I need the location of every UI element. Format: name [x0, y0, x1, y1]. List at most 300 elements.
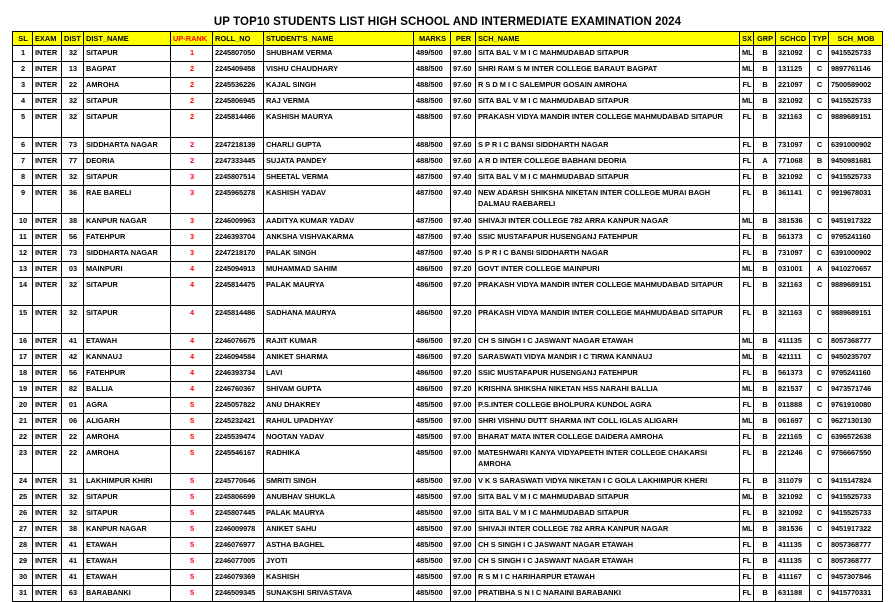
cell-per: 97.00	[451, 398, 476, 414]
cell-student-name: ANUBHAV SHUKLA	[264, 490, 414, 506]
cell-dist-name: SITAPUR	[84, 170, 171, 186]
cell-grp: B	[754, 522, 776, 538]
cell-grp: B	[754, 170, 776, 186]
cell-roll-no: 2247333445	[213, 154, 264, 170]
cell-exam: INTER	[33, 94, 62, 110]
cell-sch-mob: 9761910080	[829, 398, 883, 414]
cell-up-rank: 4	[171, 350, 213, 366]
cell-dist: 42	[62, 350, 84, 366]
cell-dist-name: ALIGARH	[84, 414, 171, 430]
cell-per: 97.00	[451, 570, 476, 586]
cell-schcd: 321092	[776, 46, 810, 62]
cell-typ: C	[810, 170, 829, 186]
cell-roll-no: 2246509345	[213, 586, 264, 602]
cell-sch-mob: 9473571746	[829, 382, 883, 398]
cell-roll-no: 2245814466	[213, 110, 264, 138]
table-row	[13, 538, 883, 554]
cell-sx: FL	[740, 154, 754, 170]
cell-dist-name: DEORIA	[84, 154, 171, 170]
cell-dist: 73	[62, 138, 84, 154]
cell-student-name: RAJ VERMA	[264, 94, 414, 110]
cell-sl: 26	[13, 506, 33, 522]
cell-schcd: 821537	[776, 382, 810, 398]
cell-student-name: SUJATA PANDEY	[264, 154, 414, 170]
cell-dist-name: SITAPUR	[84, 46, 171, 62]
cell-typ: C	[810, 490, 829, 506]
cell-schcd: 421111	[776, 350, 810, 366]
cell-student-name: MUHAMMAD SAHIM	[264, 262, 414, 278]
cell-marks: 486/500	[414, 306, 451, 334]
cell-sch-mob: 9889689151	[829, 110, 883, 138]
header-grp: GRP	[754, 32, 776, 46]
cell-sl: 8	[13, 170, 33, 186]
cell-typ: C	[810, 214, 829, 230]
cell-sx: ML	[740, 350, 754, 366]
cell-student-name: ANIKET SHARMA	[264, 350, 414, 366]
cell-up-rank: 4	[171, 306, 213, 334]
cell-dist: 06	[62, 414, 84, 430]
cell-marks: 488/500	[414, 78, 451, 94]
cell-sx: FL	[740, 398, 754, 414]
cell-grp: B	[754, 186, 776, 214]
cell-exam: INTER	[33, 414, 62, 430]
cell-typ: C	[810, 186, 829, 214]
cell-sch-mob: 9889689151	[829, 278, 883, 306]
header-sx: SX	[740, 32, 754, 46]
cell-exam: INTER	[33, 110, 62, 138]
cell-per: 97.60	[451, 154, 476, 170]
cell-student-name: SHUBHAM VERMA	[264, 46, 414, 62]
cell-dist: 41	[62, 334, 84, 350]
header-exam: EXAM	[33, 32, 62, 46]
cell-grp: B	[754, 306, 776, 334]
cell-dist-name: SIDDHARTA NAGAR	[84, 138, 171, 154]
cell-per: 97.20	[451, 262, 476, 278]
table-row	[13, 306, 883, 334]
cell-dist: 32	[62, 306, 84, 334]
cell-sch-name: NEW ADARSH SHIKSHA NIKETAN INTER COLLEGE MURAI BAGH DALMAU RAEBARELI	[476, 186, 740, 214]
cell-dist: 82	[62, 382, 84, 398]
cell-sl: 23	[13, 446, 33, 474]
cell-marks: 488/500	[414, 138, 451, 154]
cell-student-name: RAHUL UPADHYAY	[264, 414, 414, 430]
cell-sx: FL	[740, 230, 754, 246]
cell-grp: A	[754, 154, 776, 170]
cell-sch-name: CH S SINGH I C JASWANT NAGAR ETAWAH	[476, 554, 740, 570]
cell-sl: 2	[13, 62, 33, 78]
table-row	[13, 446, 883, 474]
cell-student-name: VISHU CHAUDHARY	[264, 62, 414, 78]
cell-sch-mob: 9919678031	[829, 186, 883, 214]
cell-grp: B	[754, 490, 776, 506]
cell-sx: FL	[740, 246, 754, 262]
cell-student-name: JYOTI	[264, 554, 414, 570]
cell-per: 97.60	[451, 94, 476, 110]
cell-dist: 32	[62, 278, 84, 306]
cell-sl: 28	[13, 538, 33, 554]
cell-marks: 485/500	[414, 538, 451, 554]
cell-grp: B	[754, 586, 776, 602]
cell-roll-no: 2245814486	[213, 306, 264, 334]
cell-student-name: SHEETAL VERMA	[264, 170, 414, 186]
cell-sch-mob: 9415525733	[829, 506, 883, 522]
header-up-rank: UP-RANK	[171, 32, 213, 46]
cell-grp: B	[754, 570, 776, 586]
cell-sch-name: A R D INTER COLLEGE BABHANI DEORIA	[476, 154, 740, 170]
cell-marks: 487/500	[414, 170, 451, 186]
cell-marks: 488/500	[414, 110, 451, 138]
cell-roll-no: 2245807050	[213, 46, 264, 62]
cell-sch-name: PRAKASH VIDYA MANDIR INTER COLLEGE MAHMUDABAD SITAPUR	[476, 306, 740, 334]
cell-per: 97.00	[451, 522, 476, 538]
cell-roll-no: 2245807514	[213, 170, 264, 186]
cell-exam: INTER	[33, 554, 62, 570]
cell-sx: FL	[740, 586, 754, 602]
cell-roll-no: 2246079369	[213, 570, 264, 586]
cell-dist: 32	[62, 170, 84, 186]
cell-per: 97.00	[451, 446, 476, 474]
cell-marks: 485/500	[414, 446, 451, 474]
cell-typ: C	[810, 414, 829, 430]
cell-marks: 489/500	[414, 46, 451, 62]
cell-sx: ML	[740, 214, 754, 230]
cell-per: 97.00	[451, 506, 476, 522]
cell-sch-mob: 6391000902	[829, 246, 883, 262]
cell-marks: 485/500	[414, 430, 451, 446]
cell-up-rank: 5	[171, 490, 213, 506]
cell-sx: ML	[740, 334, 754, 350]
cell-schcd: 321163	[776, 278, 810, 306]
cell-sch-mob: 9450981681	[829, 154, 883, 170]
table-row	[13, 230, 883, 246]
table-row	[13, 570, 883, 586]
cell-per: 97.00	[451, 586, 476, 602]
cell-exam: INTER	[33, 382, 62, 398]
cell-sl: 12	[13, 246, 33, 262]
cell-sl: 29	[13, 554, 33, 570]
cell-sx: ML	[740, 62, 754, 78]
cell-dist-name: AGRA	[84, 398, 171, 414]
cell-sl: 5	[13, 110, 33, 138]
cell-exam: INTER	[33, 430, 62, 446]
cell-typ: C	[810, 78, 829, 94]
cell-exam: INTER	[33, 570, 62, 586]
table-row	[13, 334, 883, 350]
cell-sx: ML	[740, 490, 754, 506]
cell-exam: INTER	[33, 230, 62, 246]
cell-schcd: 131125	[776, 62, 810, 78]
cell-dist-name: RAE BARELI	[84, 186, 171, 214]
cell-sx: FL	[740, 570, 754, 586]
cell-roll-no: 2245409458	[213, 62, 264, 78]
cell-exam: INTER	[33, 474, 62, 490]
cell-roll-no: 2245806699	[213, 490, 264, 506]
cell-schcd: 031001	[776, 262, 810, 278]
cell-roll-no: 2246009963	[213, 214, 264, 230]
cell-grp: B	[754, 430, 776, 446]
cell-sch-mob: 8057368777	[829, 554, 883, 570]
cell-sl: 16	[13, 334, 33, 350]
cell-sch-mob: 6396572638	[829, 430, 883, 446]
cell-student-name: RAJIT KUMAR	[264, 334, 414, 350]
cell-typ: C	[810, 246, 829, 262]
table-row	[13, 46, 883, 62]
cell-schcd: 061697	[776, 414, 810, 430]
cell-dist: 73	[62, 246, 84, 262]
cell-exam: INTER	[33, 398, 62, 414]
table-row	[13, 278, 883, 306]
cell-roll-no: 2246076675	[213, 334, 264, 350]
cell-up-rank: 2	[171, 154, 213, 170]
cell-typ: C	[810, 334, 829, 350]
cell-per: 97.00	[451, 538, 476, 554]
cell-marks: 486/500	[414, 334, 451, 350]
cell-marks: 487/500	[414, 186, 451, 214]
cell-marks: 485/500	[414, 490, 451, 506]
cell-student-name: SMRITI SINGH	[264, 474, 414, 490]
cell-up-rank: 3	[171, 230, 213, 246]
cell-sch-mob: 9415147824	[829, 474, 883, 490]
cell-schcd: 321092	[776, 506, 810, 522]
cell-schcd: 731097	[776, 246, 810, 262]
cell-student-name: ANKSHA VISHVAKARMA	[264, 230, 414, 246]
cell-student-name: KAJAL SINGH	[264, 78, 414, 94]
cell-per: 97.00	[451, 490, 476, 506]
cell-roll-no: 2246393734	[213, 366, 264, 382]
cell-marks: 488/500	[414, 94, 451, 110]
cell-typ: C	[810, 94, 829, 110]
cell-schcd: 221165	[776, 430, 810, 446]
cell-sch-name: V K S SARASWATI VIDYA NIKETAN I C GOLA LAKHIMPUR KHERI	[476, 474, 740, 490]
cell-typ: C	[810, 278, 829, 306]
cell-sx: FL	[740, 506, 754, 522]
table-row	[13, 110, 883, 138]
cell-dist-name: SITAPUR	[84, 490, 171, 506]
cell-dist: 41	[62, 570, 84, 586]
cell-up-rank: 2	[171, 62, 213, 78]
cell-exam: INTER	[33, 522, 62, 538]
cell-per: 97.40	[451, 214, 476, 230]
cell-dist: 63	[62, 586, 84, 602]
cell-dist-name: SITAPUR	[84, 110, 171, 138]
cell-marks: 485/500	[414, 506, 451, 522]
table-row	[13, 262, 883, 278]
cell-dist: 31	[62, 474, 84, 490]
cell-exam: INTER	[33, 538, 62, 554]
cell-sx: ML	[740, 46, 754, 62]
cell-roll-no: 2246393704	[213, 230, 264, 246]
cell-up-rank: 5	[171, 506, 213, 522]
cell-grp: B	[754, 110, 776, 138]
table-row	[13, 430, 883, 446]
cell-dist-name: KANPUR NAGAR	[84, 522, 171, 538]
cell-up-rank: 2	[171, 138, 213, 154]
cell-schcd: 361141	[776, 186, 810, 214]
cell-sch-name: S P R I C BANSI SIDDHARTH NAGAR	[476, 246, 740, 262]
cell-grp: B	[754, 366, 776, 382]
cell-roll-no: 2245546167	[213, 446, 264, 474]
cell-sch-name: GOVT INTER COLLEGE MAINPURI	[476, 262, 740, 278]
cell-typ: C	[810, 506, 829, 522]
cell-sch-name: SHRI VISHNU DUTT SHARMA INT COLL IGLAS ALIGARH	[476, 414, 740, 430]
cell-sch-name: MATESHWARI KANYA VIDYAPEETH INTER COLLEGE CHAKARSI AMROHA	[476, 446, 740, 474]
table-row	[13, 586, 883, 602]
cell-grp: B	[754, 278, 776, 306]
cell-up-rank: 3	[171, 170, 213, 186]
cell-roll-no: 2246094584	[213, 350, 264, 366]
cell-grp: B	[754, 506, 776, 522]
table-row	[13, 398, 883, 414]
cell-typ: C	[810, 46, 829, 62]
cell-sx: ML	[740, 414, 754, 430]
cell-grp: B	[754, 94, 776, 110]
cell-dist-name: BARABANKI	[84, 586, 171, 602]
cell-sch-mob: 9889689151	[829, 306, 883, 334]
cell-sl: 22	[13, 430, 33, 446]
cell-sl: 19	[13, 382, 33, 398]
cell-sx: FL	[740, 446, 754, 474]
cell-sx: ML	[740, 382, 754, 398]
cell-schcd: 311079	[776, 474, 810, 490]
cell-sx: FL	[740, 474, 754, 490]
cell-sl: 31	[13, 586, 33, 602]
cell-roll-no: 2245806945	[213, 94, 264, 110]
cell-up-rank: 5	[171, 570, 213, 586]
cell-marks: 485/500	[414, 522, 451, 538]
cell-typ: C	[810, 446, 829, 474]
cell-up-rank: 4	[171, 382, 213, 398]
cell-dist: 77	[62, 154, 84, 170]
cell-sch-mob: 7500589002	[829, 78, 883, 94]
cell-sch-mob: 9756667550	[829, 446, 883, 474]
cell-sx: FL	[740, 170, 754, 186]
cell-sx: ML	[740, 522, 754, 538]
header-roll-no: ROLL_NO	[213, 32, 264, 46]
cell-sch-name: SITA BAL V M I C MAHMUDABAD SITAPUR	[476, 46, 740, 62]
cell-grp: B	[754, 446, 776, 474]
cell-up-rank: 5	[171, 522, 213, 538]
header-marks: MARKS	[414, 32, 451, 46]
cell-sch-name: BHARAT MATA INTER COLLEGE DAIDERA AMROHA	[476, 430, 740, 446]
cell-sx: FL	[740, 554, 754, 570]
cell-dist-name: MAINPURI	[84, 262, 171, 278]
cell-sl: 11	[13, 230, 33, 246]
header-per: PER	[451, 32, 476, 46]
cell-exam: INTER	[33, 78, 62, 94]
cell-dist: 22	[62, 446, 84, 474]
cell-typ: C	[810, 398, 829, 414]
cell-marks: 485/500	[414, 398, 451, 414]
cell-sch-name: CH S SINGH I C JASWANT NAGAR ETAWAH	[476, 538, 740, 554]
cell-dist: 03	[62, 262, 84, 278]
cell-sl: 30	[13, 570, 33, 586]
cell-up-rank: 2	[171, 110, 213, 138]
cell-student-name: ANU DHAKREY	[264, 398, 414, 414]
cell-dist-name: FATEHPUR	[84, 230, 171, 246]
cell-sl: 21	[13, 414, 33, 430]
cell-sch-name: R S D M I C SALEMPUR GOSAIN AMROHA	[476, 78, 740, 94]
cell-dist: 41	[62, 538, 84, 554]
cell-typ: C	[810, 538, 829, 554]
cell-schcd: 411135	[776, 554, 810, 570]
cell-up-rank: 5	[171, 474, 213, 490]
cell-dist: 36	[62, 186, 84, 214]
cell-sch-mob: 9410270657	[829, 262, 883, 278]
cell-sch-name: SITA BAL V M I C MAHMUDABAD SITAPUR	[476, 94, 740, 110]
cell-exam: INTER	[33, 278, 62, 306]
cell-exam: INTER	[33, 490, 62, 506]
cell-dist: 01	[62, 398, 84, 414]
cell-grp: B	[754, 538, 776, 554]
cell-up-rank: 5	[171, 430, 213, 446]
table-header-row	[13, 32, 883, 46]
cell-sl: 10	[13, 214, 33, 230]
cell-student-name: NOOTAN YADAV	[264, 430, 414, 446]
cell-dist-name: ETAWAH	[84, 538, 171, 554]
cell-per: 97.20	[451, 366, 476, 382]
cell-up-rank: 4	[171, 334, 213, 350]
cell-student-name: KASHISH YADAV	[264, 186, 414, 214]
cell-exam: INTER	[33, 62, 62, 78]
cell-roll-no: 2246077005	[213, 554, 264, 570]
cell-grp: B	[754, 382, 776, 398]
cell-typ: A	[810, 262, 829, 278]
cell-grp: B	[754, 414, 776, 430]
cell-grp: B	[754, 334, 776, 350]
cell-schcd: 381536	[776, 214, 810, 230]
cell-per: 97.00	[451, 474, 476, 490]
cell-sch-name: SSIC MUSTAFAPUR HUSENGANJ FATEHPUR	[476, 366, 740, 382]
cell-student-name: ASTHA BAGHEL	[264, 538, 414, 554]
cell-exam: INTER	[33, 262, 62, 278]
header-sch-mob: SCH_MOB	[829, 32, 883, 46]
cell-dist: 32	[62, 110, 84, 138]
table-row	[13, 414, 883, 430]
document-title: UP TOP10 STUDENTS LIST HIGH SCHOOL AND INTERMEDIATE EXAMINATION 2024	[213, 16, 682, 28]
cell-up-rank: 4	[171, 262, 213, 278]
cell-marks: 485/500	[414, 414, 451, 430]
cell-dist: 22	[62, 430, 84, 446]
cell-sch-mob: 9451917322	[829, 214, 883, 230]
cell-dist-name: KANNAUJ	[84, 350, 171, 366]
cell-grp: B	[754, 62, 776, 78]
cell-sl: 25	[13, 490, 33, 506]
cell-grp: B	[754, 138, 776, 154]
cell-sl: 20	[13, 398, 33, 414]
cell-student-name: RADHIKA	[264, 446, 414, 474]
cell-per: 97.00	[451, 554, 476, 570]
cell-typ: C	[810, 138, 829, 154]
cell-student-name: AADITYA KUMAR YADAV	[264, 214, 414, 230]
cell-per: 97.00	[451, 414, 476, 430]
cell-dist-name: ETAWAH	[84, 570, 171, 586]
cell-up-rank: 2	[171, 94, 213, 110]
header-student-name: STUDENT'S_NAME	[264, 32, 414, 46]
cell-dist: 32	[62, 506, 84, 522]
header-dist: DIST	[62, 32, 84, 46]
table-row	[13, 350, 883, 366]
table-row	[13, 506, 883, 522]
cell-sx: FL	[740, 538, 754, 554]
cell-sl: 3	[13, 78, 33, 94]
cell-exam: INTER	[33, 350, 62, 366]
cell-per: 97.40	[451, 186, 476, 214]
cell-sx: FL	[740, 366, 754, 382]
cell-grp: B	[754, 350, 776, 366]
cell-sl: 18	[13, 366, 33, 382]
cell-roll-no: 2246009978	[213, 522, 264, 538]
cell-student-name: PALAK MAURYA	[264, 278, 414, 306]
